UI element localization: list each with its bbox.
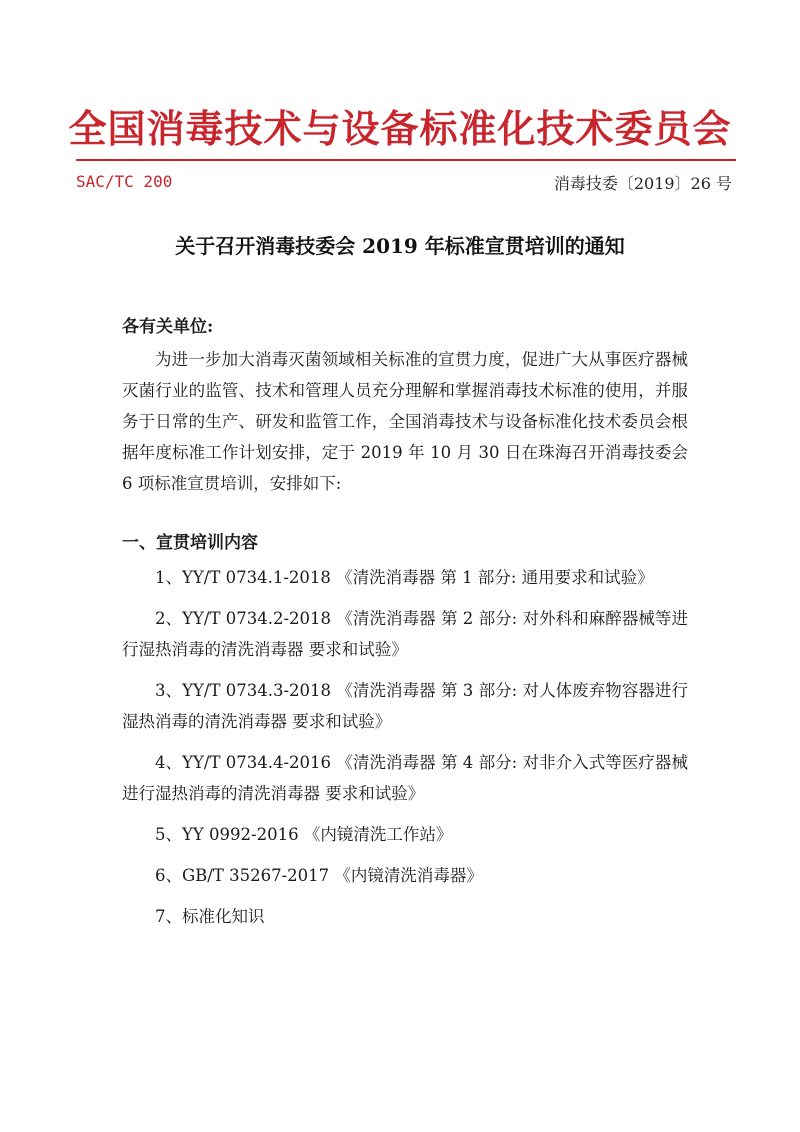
list-item: 1、YY/T 0734.1-2018 《清洗消毒器 第 1 部分: 通用要求和试验》 xyxy=(155,568,654,587)
list-item: 5、YY 0992-2016 《内镜清洗工作站》 xyxy=(155,825,453,844)
committee-code: SAC/TC 200 xyxy=(76,172,173,191)
list-item: 4、YY/T 0734.4-2016 《清洗消毒器 第 4 部分: 对非介入式等医疗器械进行湿热消毒的清洗消毒器 要求和试验》 xyxy=(122,753,688,803)
letterhead-divider xyxy=(76,159,736,161)
notice-title: 关于召开消毒技委会 2019 年标准宣贯培训的通知 xyxy=(175,234,625,258)
training-content-list xyxy=(122,562,688,942)
list-item: 6、GB/T 35267-2017 《内镜清洗消毒器》 xyxy=(155,866,483,885)
document-number: 消毒技委〔2019〕26 号 xyxy=(553,174,732,193)
list-item: 7、标准化知识 xyxy=(155,907,265,926)
list-item: 2、YY/T 0734.2-2018 《清洗消毒器 第 2 部分: 对外科和麻醉器械等进行湿热消毒的清洗消毒器 要求和试验》 xyxy=(122,609,688,659)
intro-paragraph: 为进一步加大消毒灭菌领域相关标准的宣贯力度，促进广大从事医疗器械灭菌行业的监管、技术和管理人员充分理解和掌握消毒技术标准的使用，并服务于日常的生产、研发和监管工作，全国消毒技术与设备标准化技术委员会根据年度标准工作计划安排，定于 2019 年 10 月 30 日在珠海召开消毒技委会 6 项标准宣贯培训，安排如下: xyxy=(122,350,688,493)
list-item: 3、YY/T 0734.3-2018 《清洗消毒器 第 3 部分: 对人体废弃物容器进行湿热消毒的清洗消毒器 要求和试验》 xyxy=(122,681,688,731)
salutation: 各有关单位: xyxy=(122,317,214,337)
section-heading: 一、宣贯培训内容 xyxy=(122,533,258,553)
organization-title: 全国消毒技术与设备标准化技术委员会 xyxy=(68,106,732,151)
